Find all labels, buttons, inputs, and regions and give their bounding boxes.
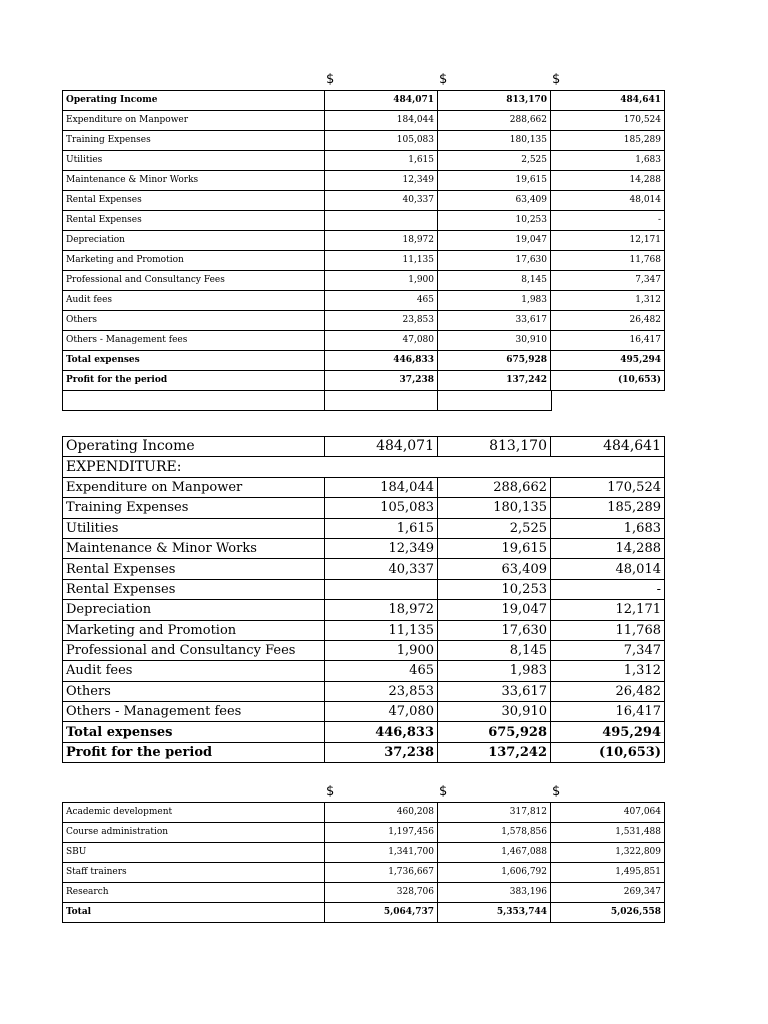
row-label: Course administration [63,823,325,843]
value-cell: 7,347 [551,271,665,291]
value-cell: 26,482 [551,311,665,331]
blank-row-table [62,391,552,411]
value-cell: 465 [325,661,438,681]
value-cell: 14,288 [551,538,665,558]
value-cell: 23,853 [325,681,438,701]
value-cell: 8,145 [438,640,551,660]
value-cell: 184,044 [325,111,438,131]
value-cell: 185,289 [551,498,665,518]
row-label: Marketing and Promotion [63,251,325,271]
value-cell: 484,641 [551,91,665,111]
table-row [63,823,665,843]
row-label: Research [63,883,325,903]
table-row [63,640,665,660]
value-cell: 47,080 [325,331,438,351]
value-cell: 19,615 [438,171,551,191]
row-label: Others [63,311,325,331]
value-cell: 1,197,456 [325,823,438,843]
value-cell: 37,238 [325,371,438,391]
value-cell: 63,409 [438,191,551,211]
value-cell: 170,524 [551,477,665,497]
value-cell: 19,615 [438,538,551,558]
value-cell: 1,683 [551,151,665,171]
value-cell: 63,409 [438,559,551,579]
expenditure-heading-row [63,457,665,477]
value-cell: 1,736,667 [325,863,438,883]
currency-symbol: $ [552,72,561,87]
value-cell: 10,253 [438,211,551,231]
row-label: Total [63,903,325,923]
table-row [63,538,665,558]
value-cell: 317,812 [438,803,551,823]
table-row [63,843,665,863]
value-cell: 12,171 [551,231,665,251]
value-cell: 446,833 [325,351,438,371]
value-cell: 48,014 [551,559,665,579]
table-row [63,131,665,151]
table-row [63,477,665,497]
value-cell: 675,928 [438,351,551,371]
table-row [63,803,665,823]
row-label: Others [63,681,325,701]
value-cell: 30,910 [438,702,551,722]
table-row [63,661,665,681]
value-cell: 11,768 [551,251,665,271]
row-label: Total expenses [63,351,325,371]
value-cell: 7,347 [551,640,665,660]
value-cell [325,211,438,231]
value-cell: 16,417 [551,702,665,722]
value-cell: 1,341,700 [325,843,438,863]
value-cell: 1,322,809 [551,843,665,863]
table-row [63,600,665,620]
table-row [63,681,665,701]
value-cell: 484,071 [325,91,438,111]
row-label: Marketing and Promotion [63,620,325,640]
value-cell: 47,080 [325,702,438,722]
row-label: Expenditure on Manpower [63,111,325,131]
currency-symbol: $ [326,72,335,87]
value-cell: 813,170 [438,437,551,457]
value-cell: 33,617 [438,311,551,331]
value-cell: 180,135 [438,131,551,151]
value-cell: 105,083 [325,131,438,151]
value-cell: 170,524 [551,111,665,131]
value-cell: 288,662 [438,477,551,497]
table-row [63,191,665,211]
value-cell: 14,288 [551,171,665,191]
row-label: Rental Expenses [63,211,325,231]
value-cell: 12,349 [325,171,438,191]
table-row [63,91,665,111]
table-row [63,559,665,579]
row-label: Utilities [63,518,325,538]
row-label: Staff trainers [63,863,325,883]
income-statement-table-small [62,90,664,411]
value-cell: 495,294 [551,351,665,371]
row-label: Utilities [63,151,325,171]
row-label: Rental Expenses [63,191,325,211]
value-cell: 1,312 [551,661,665,681]
value-cell: 33,617 [438,681,551,701]
value-cell: 48,014 [551,191,665,211]
table-row [63,620,665,640]
table-row [63,351,665,371]
table-row [63,702,665,722]
row-label: Academic development [63,803,325,823]
currency-symbol: $ [439,72,448,87]
value-cell: 813,170 [438,91,551,111]
row-label: Maintenance & Minor Works [63,171,325,191]
row-label: Audit fees [63,661,325,681]
table-row [63,151,665,171]
value-cell: 460,208 [325,803,438,823]
value-cell: 137,242 [438,742,551,762]
table-row [63,171,665,191]
row-label: Expenditure on Manpower [63,477,325,497]
value-cell: 465 [325,291,438,311]
table-row [63,371,665,391]
value-cell: 1,606,792 [438,863,551,883]
row-label: Professional and Consultancy Fees [63,640,325,660]
value-cell: 1,983 [438,661,551,681]
value-cell: 1,900 [325,640,438,660]
row-label: Training Expenses [63,131,325,151]
value-cell: 37,238 [325,742,438,762]
value-cell: 1,615 [325,151,438,171]
value-cell: 18,972 [325,231,438,251]
row-label: Professional and Consultancy Fees [63,271,325,291]
row-label: Depreciation [63,231,325,251]
currency-symbol: $ [552,784,561,799]
value-cell: 495,294 [551,722,665,742]
income-statement-table-large [62,436,664,763]
value-cell: 19,047 [438,600,551,620]
table-row [63,518,665,538]
table-row [63,498,665,518]
value-cell: 11,768 [551,620,665,640]
value-cell: 19,047 [438,231,551,251]
value-cell: 2,525 [438,151,551,171]
value-cell: 10,253 [438,579,551,599]
value-cell: (10,653) [551,371,665,391]
currency-symbol: $ [439,784,448,799]
value-cell: - [551,211,665,231]
table-row [63,883,665,903]
value-cell: 269,347 [551,883,665,903]
value-cell [325,579,438,599]
row-label: Others - Management fees [63,331,325,351]
row-label: SBU [63,843,325,863]
value-cell: 40,337 [325,559,438,579]
value-cell: 12,349 [325,538,438,558]
total-row [63,722,665,742]
value-cell: 328,706 [325,883,438,903]
currency-symbol: $ [326,784,335,799]
value-cell: 8,145 [438,271,551,291]
table-row [63,331,665,351]
table-row [63,863,665,883]
value-cell: 288,662 [438,111,551,131]
table-row [63,271,665,291]
table-row [63,251,665,271]
total-row [63,903,665,923]
table-row [63,311,665,331]
row-label: Total expenses [63,722,325,742]
expenditure-heading: EXPENDITURE: [63,457,665,477]
operating-income-row [63,437,665,457]
value-cell: 1,683 [551,518,665,538]
value-cell: 18,972 [325,600,438,620]
value-cell: (10,653) [551,742,665,762]
value-cell: 30,910 [438,331,551,351]
value-cell: 446,833 [325,722,438,742]
value-cell: 1,578,856 [438,823,551,843]
row-label: Operating Income [63,91,325,111]
value-cell: 105,083 [325,498,438,518]
table-row [63,579,665,599]
value-cell: 16,417 [551,331,665,351]
value-cell: 23,853 [325,311,438,331]
value-cell: 1,531,488 [551,823,665,843]
table-row [63,211,665,231]
value-cell: 40,337 [325,191,438,211]
value-cell: 5,353,744 [438,903,551,923]
row-label: Others - Management fees [63,702,325,722]
row-label: Maintenance & Minor Works [63,538,325,558]
value-cell: 17,630 [438,251,551,271]
value-cell: 1,467,088 [438,843,551,863]
row-label: Training Expenses [63,498,325,518]
value-cell: 185,289 [551,131,665,151]
value-cell: 1,495,851 [551,863,665,883]
table-row [63,231,665,251]
value-cell: 407,064 [551,803,665,823]
value-cell: 1,900 [325,271,438,291]
row-label: Rental Expenses [63,579,325,599]
row-label: Depreciation [63,600,325,620]
value-cell: 5,026,558 [551,903,665,923]
value-cell: 383,196 [438,883,551,903]
row-label: Profit for the period [63,742,325,762]
value-cell: 484,641 [551,437,665,457]
value-cell: 11,135 [325,620,438,640]
value-cell: 1,615 [325,518,438,538]
value-cell: 180,135 [438,498,551,518]
row-label: Audit fees [63,291,325,311]
value-cell: 12,171 [551,600,665,620]
department-costs-table [62,802,664,923]
value-cell: 2,525 [438,518,551,538]
value-cell: 17,630 [438,620,551,640]
value-cell: 675,928 [438,722,551,742]
table-row [63,291,665,311]
value-cell: 184,044 [325,477,438,497]
value-cell: 137,242 [438,371,551,391]
row-label: Rental Expenses [63,559,325,579]
value-cell: - [551,579,665,599]
value-cell: 1,983 [438,291,551,311]
total-row [63,742,665,762]
value-cell: 484,071 [325,437,438,457]
row-label: Profit for the period [63,371,325,391]
value-cell: 11,135 [325,251,438,271]
value-cell: 26,482 [551,681,665,701]
value-cell: 1,312 [551,291,665,311]
table-row [63,111,665,131]
row-label: Operating Income [63,437,325,457]
value-cell: 5,064,737 [325,903,438,923]
